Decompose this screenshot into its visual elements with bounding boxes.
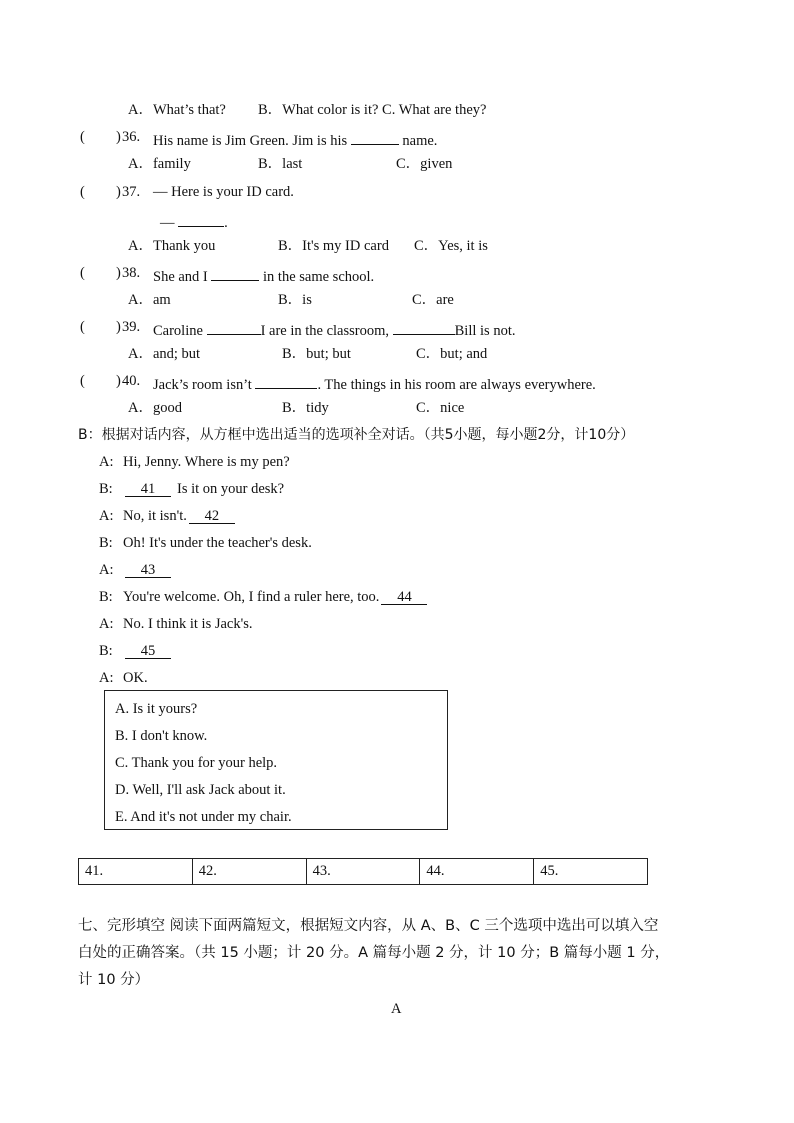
q39-paren-open: (: [80, 319, 85, 335]
option-a: A. Is it yours?: [115, 701, 198, 717]
dialogue-blank-44[interactable]: 44: [381, 590, 427, 605]
q37-option-a: A．Thank you: [128, 238, 216, 254]
q38-option-c: C．are: [412, 292, 454, 308]
dialogue-speaker: B:: [99, 481, 113, 497]
dialogue-speaker: B:: [99, 643, 113, 659]
dialogue-text: Oh! It's under the teacher's desk.: [123, 535, 312, 551]
q37-blank: [178, 212, 224, 227]
answer-cell-44[interactable]: 44.: [420, 859, 534, 885]
dialogue-line: [99, 482, 284, 497]
answer-cell-43[interactable]: 43.: [306, 859, 420, 885]
dialogue-line: [99, 455, 290, 470]
dialogue-line: [99, 644, 173, 659]
dialogue-speaker: B:: [99, 589, 113, 605]
q40-stem: [153, 374, 596, 393]
dialogue-speaker: A:: [99, 616, 114, 632]
dialogue-text-after: Is it on your desk?: [177, 481, 285, 497]
q36-option-c: C．given: [396, 156, 453, 172]
q39-blank-1: [207, 320, 261, 335]
q39-stem: [153, 320, 515, 339]
q38-option-b: B．is: [278, 292, 312, 308]
answer-row: [79, 859, 648, 885]
q36-blank: [351, 130, 399, 145]
dialogue-line: [99, 509, 237, 524]
q36-text-after: name.: [402, 133, 438, 149]
q40-option-b: B．tidy: [282, 400, 329, 416]
q36-paren-close: ): [116, 129, 121, 145]
options-box: [104, 690, 448, 830]
q39-part3: Bill is not.: [454, 323, 516, 339]
option-d: D. Well, I'll ask Jack about it.: [115, 782, 286, 798]
section-b-heading: B：根据对话内容，从方框中选出适当的选项补全对话。（共5小题，每小题2分，计10分）: [78, 427, 635, 443]
q37-paren-open: (: [80, 184, 85, 200]
q36-option-b: B．last: [258, 156, 303, 172]
q38-stem: [153, 266, 374, 285]
q40-text-before: Jack’s room isn’t: [153, 377, 252, 393]
q40-option-c: C．nice: [416, 400, 465, 416]
dialogue-blank-41[interactable]: 41: [125, 482, 171, 497]
q37-option-b: B．It's my ID card: [278, 238, 389, 254]
dialogue-text: No. I think it is Jack's.: [123, 616, 253, 632]
q36-option-a: A．family: [128, 156, 191, 172]
q38-number: 38.: [122, 265, 141, 281]
q37-option-c: C．Yes, it is: [414, 238, 488, 254]
q39-number: 39.: [122, 319, 141, 335]
q37-reply: — .: [160, 212, 228, 231]
q37-paren-close: ): [116, 184, 121, 200]
dialogue-blank-42[interactable]: 42: [189, 509, 235, 524]
answer-cell-42[interactable]: 42.: [192, 859, 306, 885]
dialogue-text: No, it isn't.: [123, 508, 187, 524]
q39-option-a: A．and; but: [128, 346, 201, 362]
q39-paren-close: ): [116, 319, 121, 335]
dialogue-blank-45[interactable]: 45: [125, 644, 171, 659]
q40-blank: [255, 374, 317, 389]
q39-part2: I are in the classroom,: [260, 323, 390, 339]
option-c: C. Thank you for your help.: [115, 755, 278, 771]
q40-number: 40.: [122, 373, 141, 389]
dialogue-speaker: A:: [99, 508, 114, 524]
q37-stem: — Here is your ID card.: [153, 184, 294, 200]
q36-stem: [153, 130, 437, 149]
q37-reply-dash: —: [160, 215, 175, 231]
q35-option-b: B．What color is it? C. What are they?: [258, 102, 487, 118]
q39-option-c: C．but; and: [416, 346, 488, 362]
q38-paren-open: (: [80, 265, 85, 281]
dialogue-line: [99, 563, 173, 578]
option-e: E. And it's not under my chair.: [115, 809, 292, 825]
q40-option-a: A．good: [128, 400, 182, 416]
answer-cell-45[interactable]: 45.: [534, 859, 648, 885]
q37-number: 37.: [122, 184, 141, 200]
answer-table: [78, 858, 648, 885]
dialogue-line: [99, 590, 429, 605]
q36-number: 36.: [122, 129, 141, 145]
dialogue-text: OK.: [123, 670, 148, 686]
q38-text-before: She and I: [153, 269, 208, 285]
q35-option-a: A．What’s that?: [128, 102, 226, 118]
q38-paren-close: ): [116, 265, 121, 281]
dialogue-line: [99, 536, 312, 551]
q40-paren-open: (: [80, 373, 85, 389]
q39-blank-2: [393, 320, 455, 335]
dialogue-speaker: A:: [99, 454, 114, 470]
dialogue-text: Hi, Jenny. Where is my pen?: [123, 454, 290, 470]
q38-text-after: in the same school.: [263, 269, 375, 285]
answer-cell-41[interactable]: 41.: [79, 859, 193, 885]
section-7-line-3: 计 10 分）: [78, 972, 150, 988]
q38-option-a: A．am: [128, 292, 171, 308]
q39-option-b: B．but; but: [282, 346, 351, 362]
dialogue-speaker: A:: [99, 562, 114, 578]
option-b: B. I don't know.: [115, 728, 208, 744]
dialogue-line: [99, 671, 148, 686]
section-7-line-1: 七、完形填空 阅读下面两篇短文，根据短文内容，从 A、B、C 三个选项中选出可以填入空: [78, 918, 659, 934]
section-7-line-2: 白处的正确答案。（共 15 小题；计 20 分。A 篇每小题 2 分，计 10 分；B 篇每小题 1 分，: [78, 945, 670, 961]
q39-part1: Caroline: [153, 323, 203, 339]
q36-paren-open: (: [80, 129, 85, 145]
q38-blank: [211, 266, 259, 281]
q40-text-after: . The things in his room are always everywhere.: [317, 377, 596, 393]
passage-a-label: A: [391, 1001, 402, 1017]
dialogue-line: [99, 617, 252, 632]
q40-paren-close: ): [116, 373, 121, 389]
dialogue-text: You're welcome. Oh, I find a ruler here, too.: [123, 589, 380, 605]
dialogue-speaker: A:: [99, 670, 114, 686]
dialogue-speaker: B:: [99, 535, 113, 551]
q36-text-before: His name is Jim Green. Jim is his: [153, 133, 348, 149]
dialogue-blank-43[interactable]: 43: [125, 563, 171, 578]
